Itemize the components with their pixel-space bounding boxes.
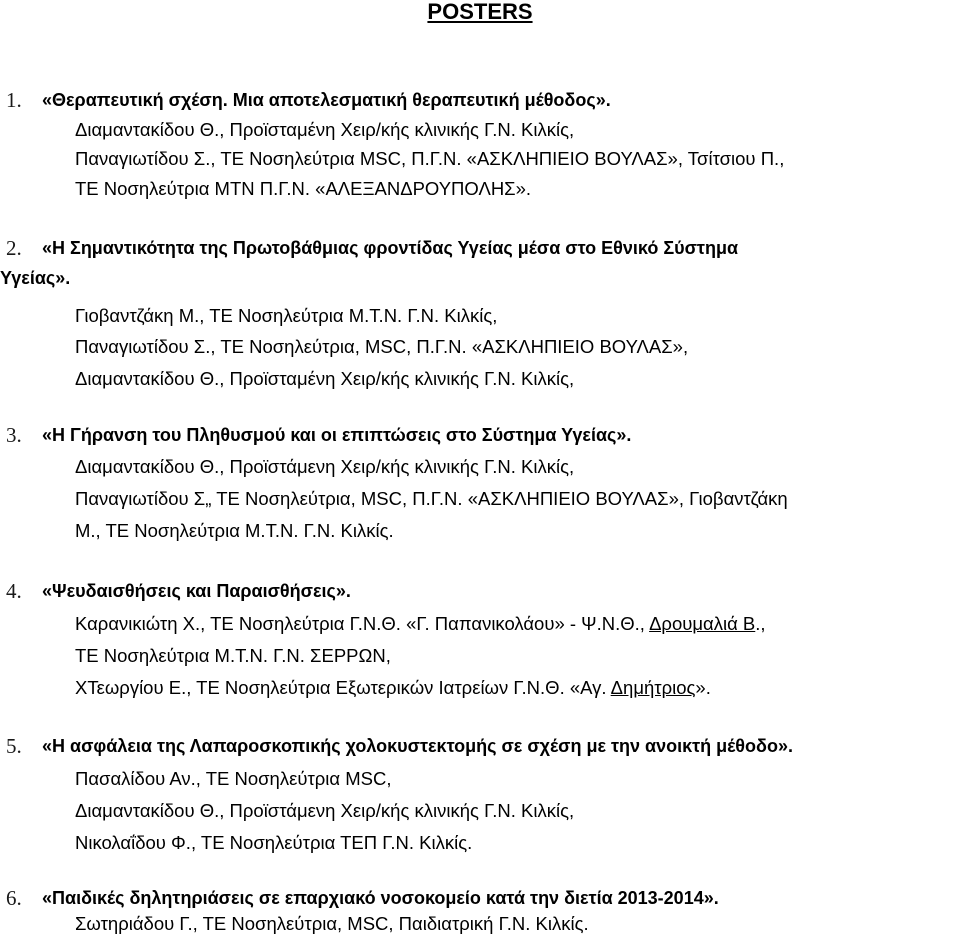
poster-author-line: Παναγιωτίδου Σ., ΤΕ Νοσηλεύτρια MSC, Π.Γ.Ν. «ΑΣΚΛΗΠΙΕΙΟ ΒΟΥΛΑΣ», Τσίτσιου Π., xyxy=(75,148,785,169)
poster-title: «Ψευδαισθήσεις και Παραισθήσεις». xyxy=(42,581,351,601)
poster-title: «Θεραπευτική σχέση. Μια αποτελεσματική θεραπευτική μέθοδος». xyxy=(42,90,611,110)
poster-author-line xyxy=(75,611,766,637)
poster-author-line: Πασαλίδου Αν., ΤΕ Νοσηλεύτρια MSC, xyxy=(75,768,392,789)
poster-number: 2. xyxy=(6,236,22,260)
poster-author-line: Νικολαΐδου Φ., ΤΕ Νοσηλεύτρια ΤΕΠ Γ.Ν. Κιλκίς. xyxy=(75,832,473,853)
poster-author-line: ΤΕ Νοσηλεύτρια Μ.Τ.Ν. Γ.Ν. ΣΕΡΡΩΝ, xyxy=(75,645,391,666)
poster-author-line: ΤΕ Νοσηλεύτρια ΜΤΝ Π.Γ.Ν. «ΑΛΕΞΑΝΔΡΟΥΠΟΛΗΣ». xyxy=(75,178,532,199)
author-text: ΧΤεωργίου Ε., ΤΕ Νοσηλεύτρια Εξωτερικών Ιατρείων Γ.Ν.Θ. «Αγ. xyxy=(75,677,611,698)
poster-author-line: Διαμαντακίδου Θ., Προϊσταμένη Χειρ/κής κλινικής Γ.Ν. Κιλκίς, xyxy=(75,368,575,389)
author-text: ., xyxy=(755,613,766,634)
poster-author-line: Παναγιωτίδου Σ„ ΤΕ Νοσηλεύτρια, MSC, Π.Γ.Ν. «ΑΣΚΛΗΠΙΕΙΟ ΒΟΥΛΑΣ», Γιοβαντζάκη xyxy=(75,488,788,509)
poster-author-line: Μ., ΤΕ Νοσηλεύτρια Μ.Τ.Ν. Γ.Ν. Κιλκίς. xyxy=(75,520,394,541)
poster-title: «Η ασφάλεια της Λαπαροσκοπικής χολοκυστεκτομής σε σχέση με την ανοικτή μέθοδο». xyxy=(42,736,793,756)
poster-number: 1. xyxy=(6,88,22,112)
institution-name-underlined: Δημήτριος xyxy=(610,677,696,698)
poster-number: 5. xyxy=(6,734,22,758)
poster-author-line: Διαμαντακίδου Θ., Προϊστάμενη Χειρ/κής κλινικής Γ.Ν. Κιλκίς, xyxy=(75,800,575,821)
page-title: POSTERS xyxy=(427,0,533,24)
poster-author-line: Διαμαντακίδου Θ., Προϊσταμένη Χειρ/κής κλινικής Γ.Ν. Κιλκίς, xyxy=(75,119,575,140)
poster-title: «Η Σημαντικότητα της Πρωτοβάθμιας φροντίδας Υγείας μέσα στο Εθνικό Σύστημα xyxy=(42,238,739,258)
poster-author-line: Σωτηριάδου Γ., ΤΕ Νοσηλεύτρια, MSC, Παιδιατρική Γ.Ν. Κιλκίς. xyxy=(75,913,589,934)
poster-author-line: Γιοβαντζάκη Μ., ΤΕ Νοσηλεύτρια Μ.Τ.Ν. Γ.Ν. Κιλκίς, xyxy=(75,305,498,326)
poster-author-line: Διαμαντακίδου Θ., Προϊστάμενη Χειρ/κής κλινικής Γ.Ν. Κιλκίς, xyxy=(75,456,575,477)
author-name-underlined: Δρουμαλιά Β xyxy=(649,613,756,634)
poster-number: 4. xyxy=(6,579,22,603)
poster-author-line xyxy=(75,675,711,701)
poster-number: 6. xyxy=(6,886,22,910)
author-text: Καρανικιώτη Χ., ΤΕ Νοσηλεύτρια Γ.Ν.Θ. «Γ. Παπανικολάου» - Ψ.Ν.Θ., xyxy=(75,613,650,634)
poster-title: «Παιδικές δηλητηριάσεις σε επαρχιακό νοσοκομείο κατά την διετία 2013-2014». xyxy=(42,888,719,908)
poster-title: «Η Γήρανση του Πληθυσμού και οι επιπτώσεις στο Σύστημα Υγείας». xyxy=(42,425,632,445)
poster-author-line: Παναγιωτίδου Σ., ΤΕ Νοσηλεύτρια, MSC, Π.Γ.Ν. «ΑΣΚΛΗΠΙΕΙΟ ΒΟΥΛΑΣ», xyxy=(75,336,689,357)
author-text: ». xyxy=(695,677,711,698)
poster-number: 3. xyxy=(6,423,22,447)
poster-title-continued: Υγείας». xyxy=(0,268,71,288)
